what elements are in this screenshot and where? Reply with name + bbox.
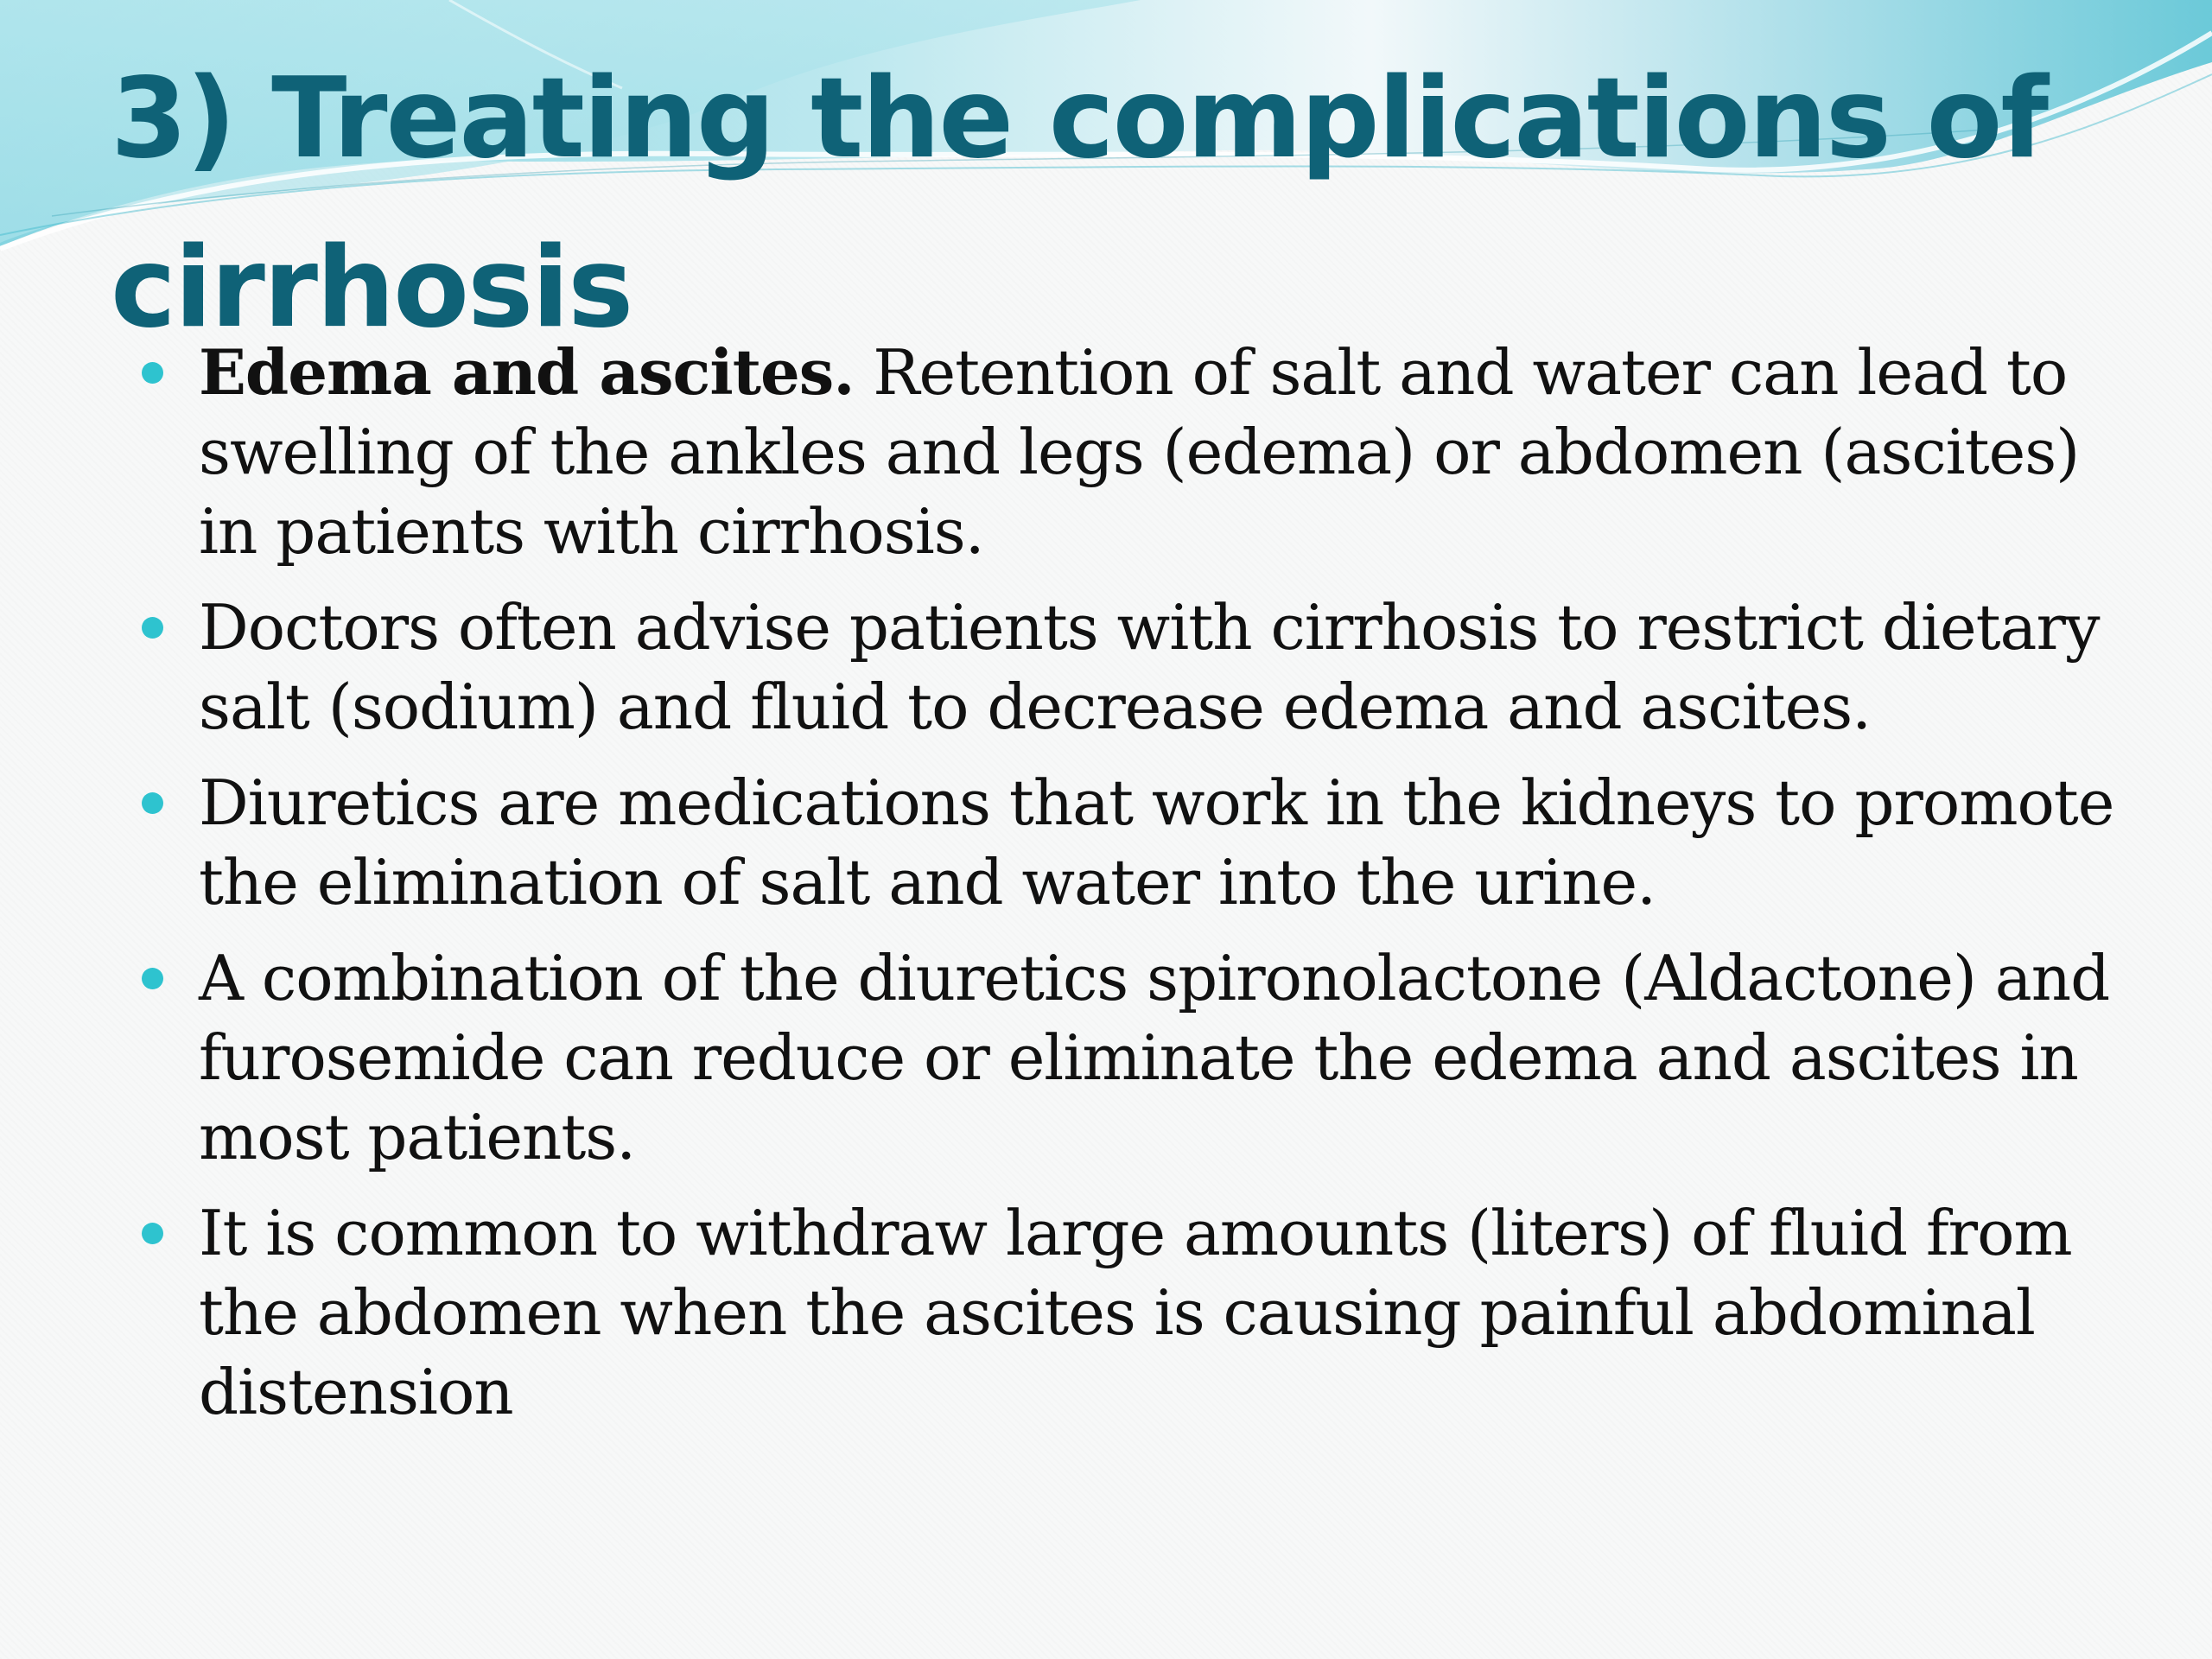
bullet-item-dietary-salt [138, 588, 2126, 747]
bullet-item-fluid-withdrawal [138, 1193, 2126, 1432]
bullet-item-diuretics [138, 763, 2126, 922]
bullet-text: Diuretics are medications that work in the kidneys to promote the elimination of salt and water into the urine. [199, 766, 2114, 918]
bullet-text: It is common to withdraw large amounts (liters) of fluid from the abdomen when the ascites is causing painful abdominal distension [199, 1197, 2072, 1428]
bullet-item-combination [138, 938, 2126, 1177]
bullet-text: Doctors often advise patients with cirrhosis to restrict dietary salt (sodium) and fluid to decrease edema and ascites. [199, 591, 2100, 743]
round-bullet-icon [142, 1223, 163, 1244]
round-bullet-icon [142, 968, 163, 989]
bullet-item-edema-ascites [138, 333, 2126, 571]
bullet-text: Retention of salt and water can lead to swelling of the ankles and legs (edema) or abdomen (ascites) in patients with cirrhosis. [199, 336, 2080, 568]
round-bullet-icon [142, 617, 163, 639]
bullet-list [138, 333, 2126, 1448]
round-bullet-icon [142, 792, 163, 814]
bullet-text: A combination of the diuretics spironolactone (Aldactone) and furosemide can reduce or eliminate the edema and ascites in most patients. [199, 942, 2110, 1173]
slide-title: 3) Treating the complications of cirrhosis [111, 54, 2048, 353]
bullet-lead: Edema and ascites. [199, 335, 855, 409]
round-bullet-icon [142, 362, 163, 384]
